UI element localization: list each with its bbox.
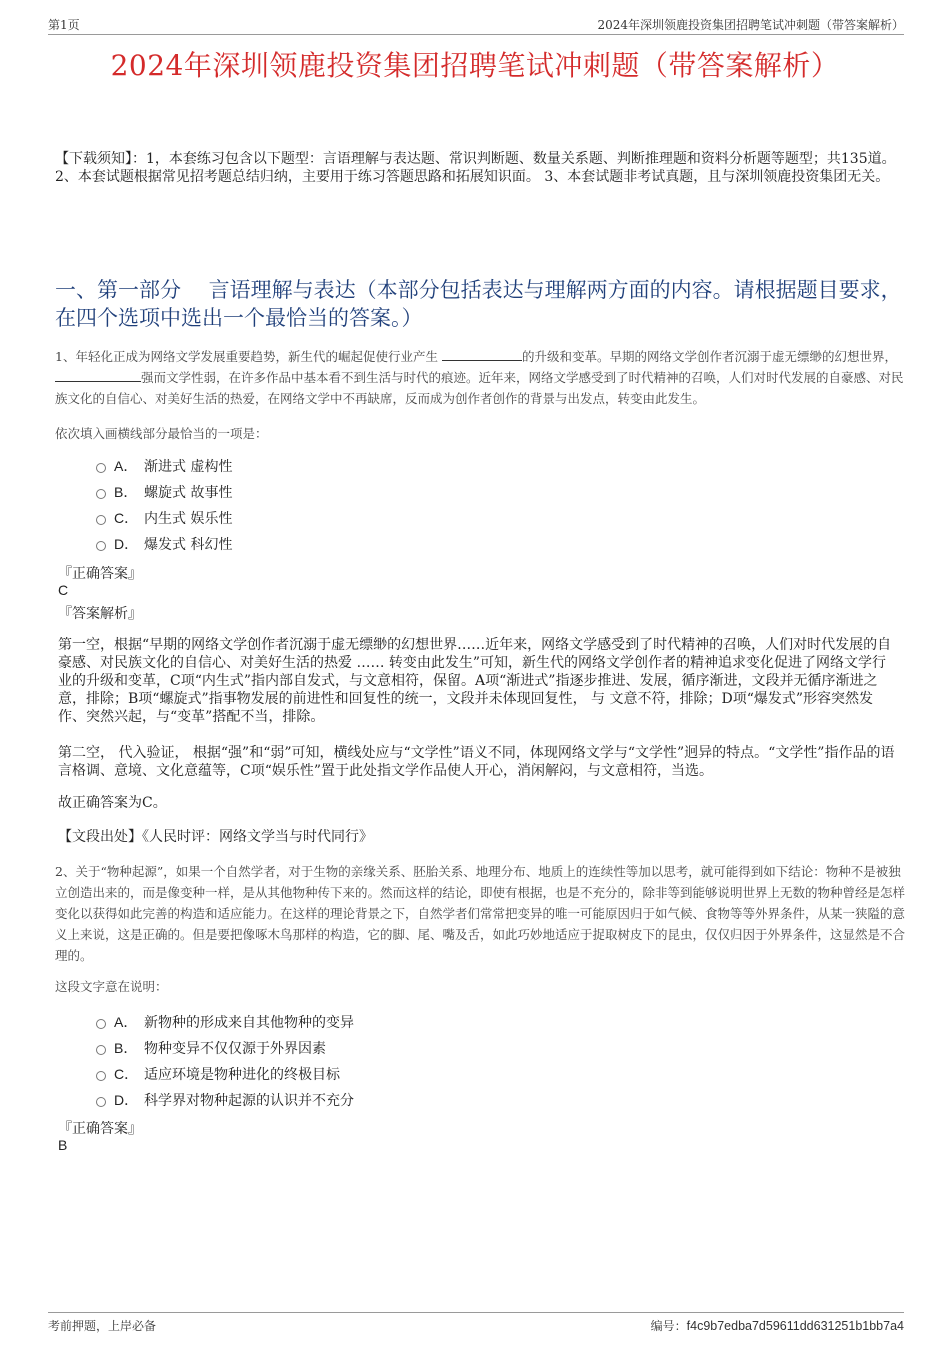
q1-option-c[interactable]: [96, 508, 696, 534]
q2-option-a[interactable]: [96, 1012, 696, 1038]
option-text: 适应环境是物种进化的终极目标: [144, 1067, 340, 1083]
q1-answer-label: 『正确答案』: [58, 566, 142, 582]
radio-icon[interactable]: [96, 1097, 106, 1107]
option-text: 内生式 娱乐性: [144, 511, 233, 527]
option-letter: A．: [114, 1014, 138, 1030]
q1-blank-1: [442, 348, 522, 361]
q1-text-part3: 强而文学性弱，在许多作品中基本看不到生活与时代的痕迹。近年来，网络文学感受到了时代精神的召唤，人们对时代发展的自豪感、对民族文化的自信心、对美好生活的热爱，在网络文学中不再缺席，反而成为创作者创作的背景与出发点，转变由此发生。: [55, 370, 904, 406]
radio-icon[interactable]: [96, 541, 106, 551]
q1-analysis-paragraph-3: 故正确答案为C。: [58, 795, 167, 811]
radio-icon[interactable]: [96, 1071, 106, 1081]
q2-option-b[interactable]: [96, 1038, 696, 1064]
q1-analysis-paragraph-2: 第二空， 代入验证， 根据“强”和“弱”可知，横线处应与“文学性”语义不同，体现网络文学与“文学性”迥异的特点。“文学性”指作品的语言格调、意境、文化意蕴等，C项“娱乐性”置于此处指文学作品使人开心，消闲解闷，与文意相符，当选。: [58, 745, 895, 779]
question-2-text: 2、关于“物种起源”，如果一个自然学者，对于生物的亲缘关系、胚胎关系、地理分布、地质上的连续性等加以思考，就可能得到如下结论：物种不是被独立创造出来的，而是像变种一样，是从其他物种传下来的。然而这样的结论，即使有根据，也是不充分的，除非等到能够说明世界上无数的物种曾经是怎样变化以获得如此完善的构造和适应能力。在这样的理论背景之下，自然学者们常常把变异的唯一可能原因归于如气候、食物等等外界条件，从某一狭隘的意义上来说，这是正确的。但是要把像啄木鸟那样的构造，它的脚、尾、嘴及舌，如此巧妙地适应于捉取树皮下的昆虫，仅仅归因于外界条件，这显然是不合理的。: [55, 864, 906, 963]
footer-slogan: 考前押题，上岸必备: [48, 1319, 157, 1333]
q1-options: [96, 456, 696, 560]
q1-option-b[interactable]: [96, 482, 696, 508]
radio-icon[interactable]: [96, 463, 106, 473]
option-text: 渐进式 虚构性: [144, 459, 233, 475]
footer-code-value: f4c9b7edba7d59611dd631251b1bb7a4: [686, 1319, 904, 1333]
q1-prompt: 依次填入画横线部分最恰当的一项是：: [55, 426, 268, 441]
document-title: 2024年深圳领鹿投资集团招聘笔试冲刺题（带答案解析）: [110, 49, 840, 82]
q1-analysis-paragraph-1: 第一空，根据“早期的网络文学创作者沉溺于虚无缥缈的幻想世界……近年来，网络文学感受到了时代精神的召唤，人们对时代发展的自豪感、对民族文化的自信心、对美好生活的热爱 …… 转变由此发生”可知，新生代的网络文学创作者的精神追求变化促进了网络文学行业的升级和变革，C项“内生式”指内部自发式，与文意相符，保留。A项“渐进式”指逐步推进、发展，循序渐进，文段并无循序渐进之意，排除；B项“螺旋式”指事物发展的前进性和回复性的统一，文段并未体现回复性， 与 文意不符，排除；D项“爆发式”形容突然发作、突然兴起，与“变革”搭配不当，排除。: [58, 637, 892, 725]
q1-answer: C: [58, 582, 69, 598]
q2-options: [96, 1012, 696, 1116]
q1-text-part2: 的升级和变革。早期的网络文学创作者沉溺于虚无缥缈的幻想世界，: [521, 349, 897, 364]
page-footer: [48, 1312, 904, 1333]
option-text: 物种变异不仅仅源于外界因素: [144, 1041, 326, 1057]
q1-option-d[interactable]: [96, 534, 696, 560]
q2-answer: B: [58, 1137, 68, 1153]
radio-icon[interactable]: [96, 515, 106, 525]
option-text: 新物种的形成来自其他物种的变异: [144, 1015, 354, 1031]
option-text: 螺旋式 故事性: [144, 485, 233, 501]
q2-answer-label: 『正确答案』: [58, 1121, 142, 1137]
option-letter: C．: [114, 510, 139, 526]
option-letter: D．: [114, 1092, 139, 1108]
footer-code: [651, 1317, 904, 1334]
option-letter: B．: [114, 1040, 138, 1056]
option-letter: B．: [114, 484, 138, 500]
radio-icon[interactable]: [96, 1019, 106, 1029]
question-1-text: [55, 346, 905, 409]
q1-blank-2: [55, 369, 141, 382]
option-text: 科学界对物种起源的认识并不充分: [144, 1093, 354, 1109]
q2-option-c[interactable]: [96, 1064, 696, 1090]
header-doc-title: 2024年深圳领鹿投资集团招聘笔试冲刺题（带答案解析）: [597, 18, 904, 32]
q2-option-d[interactable]: [96, 1090, 696, 1116]
radio-icon[interactable]: [96, 489, 106, 499]
option-letter: D．: [114, 536, 139, 552]
q1-text-part1: 1、年轻化正成为网络文学发展重要趋势，新生代的崛起促使行业产生: [55, 349, 438, 364]
section-heading: 一、第一部分 言语理解与表达（本部分包括表达与理解两方面的内容。请根据题目要求，在四个选项中选出一个最恰当的答案。）: [55, 278, 902, 330]
option-letter: C．: [114, 1066, 139, 1082]
option-letter: A．: [114, 458, 138, 474]
page-header: [48, 14, 904, 35]
q1-option-a[interactable]: [96, 456, 696, 482]
option-text: 爆发式 科幻性: [144, 537, 233, 553]
page-number: 第1页: [48, 18, 80, 32]
download-notice: 【下载须知】：1，本套练习包含以下题型：言语理解与表达题、常识判断题、数量关系题、判断推理题和资料分析题等题型；共135道。 2、本套试题根据常见招考题总结归纳，主要用于练习答题思路和拓展知识面。 3、本套试题非考试真题，且与深圳领鹿投资集团无关。: [55, 151, 896, 185]
radio-icon[interactable]: [96, 1045, 106, 1055]
footer-code-label: 编号：: [650, 1319, 687, 1333]
q1-analysis-label: 『答案解析』: [58, 606, 142, 622]
q2-prompt: 这段文字意在说明：: [55, 979, 168, 994]
q1-source: 【文段出处】《人民时评：网络文学当与时代同行》: [58, 829, 373, 845]
